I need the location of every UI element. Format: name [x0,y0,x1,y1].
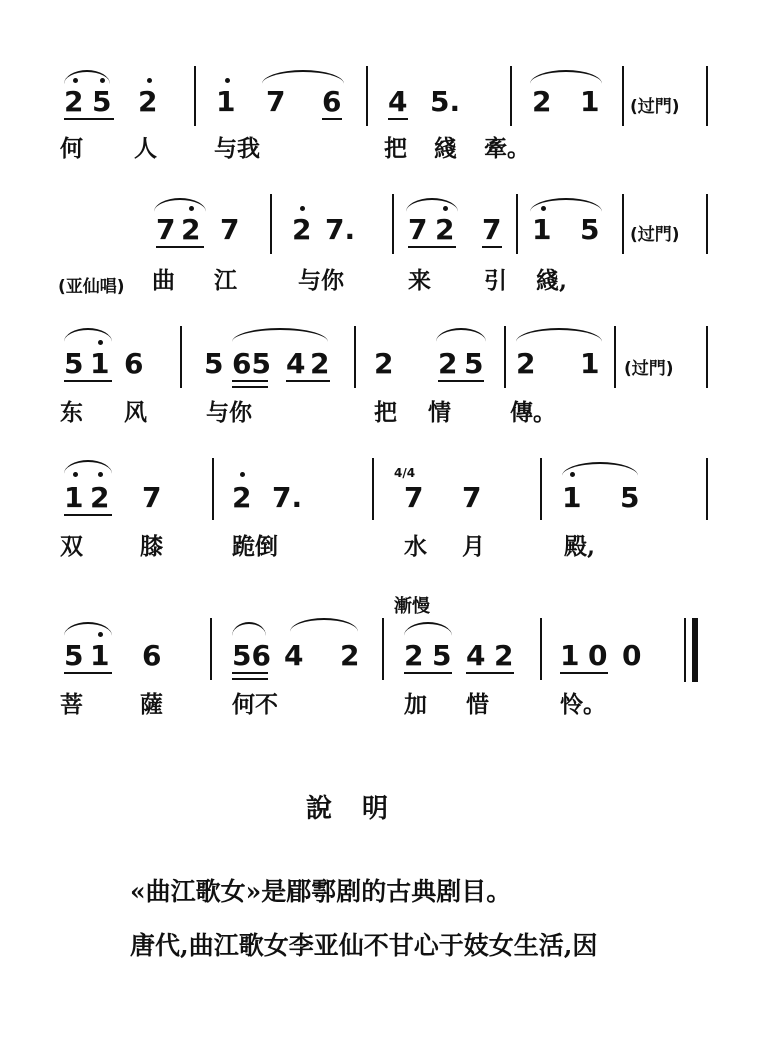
underline [232,380,268,382]
barline [210,618,212,680]
note: 5. [430,85,461,118]
lyric: 曲 [152,267,175,294]
lyric: 怜。 [560,691,606,718]
lyric: 江 [214,267,237,294]
slur [530,70,602,86]
lyric: 月 [462,533,485,560]
note: 7 [462,481,482,514]
note: 2 [374,347,394,380]
barline [510,66,512,126]
high-dot [98,472,103,477]
lyric: 何不 [232,691,278,718]
note: 1 [64,481,84,514]
barline [270,194,272,254]
note: 6 [124,347,144,380]
lyric: 东 [60,399,83,426]
lyric: 牽。 [484,135,530,162]
note: 7 [408,213,428,246]
note: 0 [622,639,642,672]
underline [64,514,112,516]
note: 2 [310,347,330,380]
note: 2 [404,639,424,672]
barline [706,458,708,520]
high-dot [147,78,152,83]
barline [706,194,708,254]
lyric: 情 [428,399,451,426]
underline [64,118,114,120]
note: 2 [516,347,536,380]
lyric: 何 [60,135,83,162]
underline [438,380,484,382]
note: 2 [64,85,84,118]
note: 2 [232,481,252,514]
high-dot [541,206,546,211]
note: 7 [404,481,424,514]
barline [354,326,356,388]
barline [622,66,624,126]
underline [232,386,268,388]
paragraph-line-1: «曲江歌女»是郿鄠剧的古典剧目。 [130,877,512,906]
note: 2 [340,639,360,672]
barline [614,326,616,388]
note: 5 [620,481,640,514]
note: 4 [466,639,486,672]
high-dot [73,472,78,477]
high-dot [240,472,245,477]
lyric: 双 [60,533,83,560]
barline [212,458,214,520]
section-heading: 說 明 [306,794,391,824]
barline [516,194,518,254]
final-barline-thick [692,618,698,682]
note: 7 [142,481,162,514]
lyric: 与我 [214,135,260,162]
lyric: 殿, [564,533,596,560]
lyric: 綫, [536,267,568,294]
note: 4 [388,85,408,118]
lyric: 膝 [140,533,163,560]
paragraph-line-2: 唐代,曲江歌女李亚仙不甘心于妓女生活,因 [130,931,598,960]
note: 2 [532,85,552,118]
note: 1 [532,213,552,246]
note: 2 [435,213,455,246]
underline [64,672,112,674]
barline [540,618,542,680]
interlude-marker: (过門) [624,359,674,379]
note: 56 [232,639,271,672]
note: 5 [432,639,452,672]
note: 7 [156,213,176,246]
lyric: 加 [404,691,427,718]
note: 2 [438,347,458,380]
high-dot [100,78,105,83]
note: 7. [272,481,303,514]
underline [64,380,112,382]
note: 5 [204,347,224,380]
slur [64,328,112,344]
barline [504,326,506,388]
slur [262,70,344,86]
note: 7 [482,213,502,246]
high-dot [189,206,194,211]
barline [372,458,374,520]
note: 1 [90,347,110,380]
slur [406,198,458,214]
note: 6 [322,85,342,118]
barline [382,618,384,680]
high-dot [73,78,78,83]
note: 7 [266,85,286,118]
note: 4 [284,639,304,672]
high-dot [570,472,575,477]
underline [404,672,452,674]
barline [366,66,368,126]
lyric: 跪倒 [232,533,278,560]
interlude-marker: (过門) [630,97,680,117]
note: 1 [560,639,580,672]
lyric: 把 [374,399,397,426]
underline [466,672,514,674]
lyric: 与你 [298,267,344,294]
note: 5 [64,347,84,380]
barline [194,66,196,126]
time-signature: 4/4 [394,466,416,480]
underline [482,246,502,248]
lyric: 与你 [206,399,252,426]
barline [706,66,708,126]
lyric: 来 [408,267,431,294]
lyric: 綫 [434,135,457,162]
slur [232,328,328,344]
note: 2 [90,481,110,514]
high-dot [98,340,103,345]
slur [64,460,112,476]
barline [392,194,394,254]
high-dot [98,632,103,637]
lyric: 惜 [466,691,489,718]
interlude-marker: (过門) [630,225,680,245]
high-dot [443,206,448,211]
lyric: 菩 [60,691,83,718]
lyric: 把 [384,135,407,162]
note: 2 [138,85,158,118]
barline [622,194,624,254]
underline [322,118,342,120]
lyric: 水 [404,533,427,560]
note: 0 [588,639,608,672]
lyric: 人 [134,135,157,162]
note: 1 [580,347,600,380]
final-barline-thin [684,618,686,682]
singer-label: (亚仙唱) [58,277,125,297]
barline [540,458,542,520]
underline [388,118,408,120]
barline [180,326,182,388]
underline [286,380,330,382]
barline [706,326,708,388]
lyric: 薩 [140,691,163,718]
note: 5 [580,213,600,246]
high-dot [225,78,230,83]
note: 7. [325,213,356,246]
slur [64,622,112,638]
slur [232,622,266,638]
note: 5 [464,347,484,380]
note: 1 [216,85,236,118]
slur [404,622,452,638]
underline [232,678,268,680]
slur [154,198,206,214]
note: 4 [286,347,306,380]
note: 1 [90,639,110,672]
note: 2 [181,213,201,246]
underline [232,672,268,674]
underline [156,246,204,248]
lyric: 引 [484,267,507,294]
note: 2 [494,639,514,672]
note: 7 [220,213,240,246]
high-dot [300,206,305,211]
slur [516,328,602,344]
note: 1 [562,481,582,514]
underline [408,246,456,248]
note: 5 [64,639,84,672]
slur [436,328,486,344]
note: 5 [92,85,112,118]
lyric: 风 [124,399,147,426]
tempo-mark: 漸慢 [394,596,430,617]
lyric: 傳。 [510,399,556,426]
note: 65 [232,347,271,380]
slur [290,618,358,634]
note: 2 [292,213,312,246]
note: 6 [142,639,162,672]
note: 1 [580,85,600,118]
underline [560,672,608,674]
